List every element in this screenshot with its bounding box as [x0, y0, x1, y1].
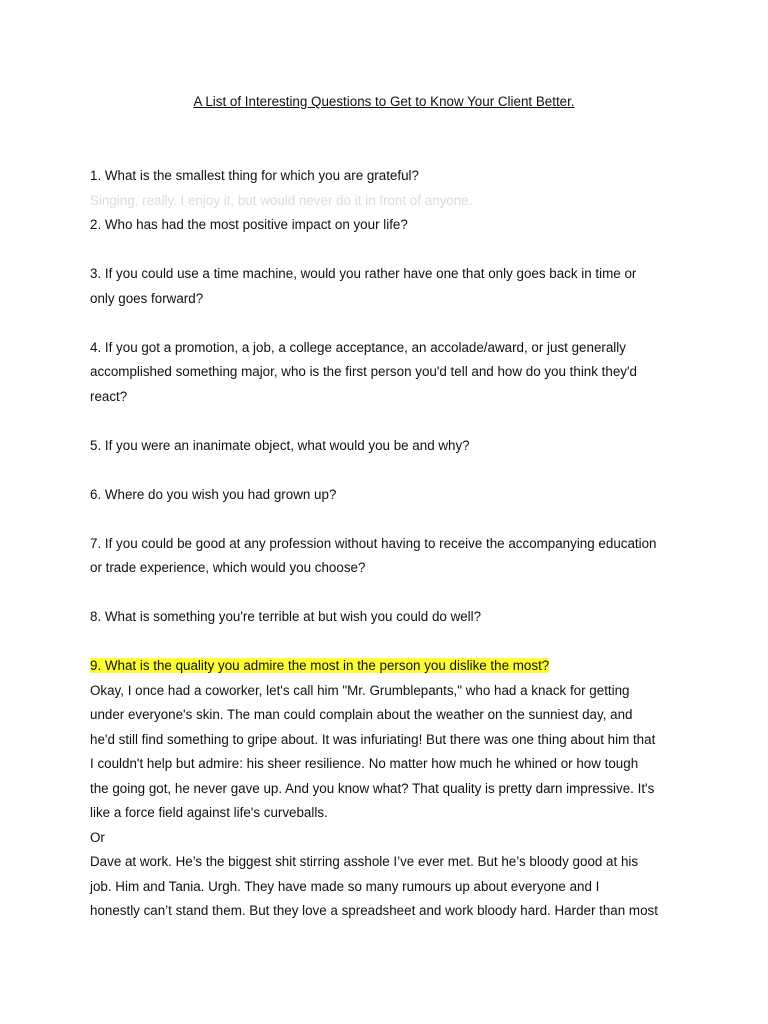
line-text: 6. Where do you wish you had grown up?: [90, 486, 337, 502]
text-line: [90, 728, 690, 753]
text-line: [90, 213, 690, 238]
line-text: 5. If you were an inanimate object, what would you be and why?: [90, 437, 470, 453]
text-line: [90, 899, 690, 924]
text-line: [90, 605, 690, 630]
line-text: I couldn't help but admire: his sheer resilience. No matter how much he whined or how tough: [90, 756, 639, 771]
blank-line: [90, 630, 690, 655]
text-line: [90, 164, 690, 189]
text-line: [90, 360, 690, 385]
line-text: 8. What is something you're terrible at but wish you could do well?: [90, 609, 482, 624]
text-line: [90, 679, 690, 704]
text-line: [90, 336, 690, 361]
line-text: 9. What is the quality you admire the most in the person you dislike the most?: [90, 658, 550, 673]
line-text: like a force field against life's curveballs.: [90, 805, 328, 820]
blank-line: [90, 458, 690, 483]
line-text: only goes forward?: [90, 290, 204, 306]
blank-line: [90, 311, 690, 336]
blank-line: [90, 507, 690, 532]
line-text: or trade experience, which would you choose?: [90, 560, 366, 575]
text-line: [90, 262, 690, 287]
line-text: 3. If you could use a time machine, would you rather have one that only goes back in time or: [90, 266, 637, 281]
line-text: job. Him and Tania. Urgh. They have made so many rumours up about everyone and I: [90, 878, 600, 894]
text-line: [90, 287, 690, 312]
line-text: accomplished something major, who is the first person you'd tell and how do you think they'd: [90, 364, 637, 379]
line-text: Dave at work. He’s the biggest shit stirring asshole I’ve ever met. But he’s bloody good at his: [90, 854, 639, 869]
text-line: [90, 752, 690, 777]
text-line: [90, 801, 690, 826]
blank-line: [90, 238, 690, 263]
text-line: [90, 434, 690, 459]
document-body: [90, 164, 690, 924]
highlighted-question-line: [90, 654, 690, 679]
text-line: [90, 703, 690, 728]
line-text: the going got, he never gave up. And you know what? That quality is pretty darn impressive. It's: [90, 780, 655, 796]
document-title: A List of Interesting Questions to Get to Know Your Client Better.: [193, 94, 575, 109]
line-text: Or: [90, 829, 105, 845]
text-line: [90, 850, 690, 875]
line-text: 1. What is the smallest thing for which you are grateful?: [90, 168, 419, 183]
text-line: [90, 532, 690, 557]
line-text: react?: [90, 388, 128, 404]
line-text: he'd still find something to gripe about. It was infuriating! But there was one thing about him that: [90, 731, 656, 747]
line-text: Singing, really. I enjoy it, but would never do it in front of anyone.: [90, 192, 473, 208]
blank-line: [90, 581, 690, 606]
line-text: 7. If you could be good at any profession without having to receive the accompanying education: [90, 535, 657, 551]
text-line: [90, 556, 690, 581]
line-text: 4. If you got a promotion, a job, a college acceptance, an accolade/award, or just generally: [90, 339, 626, 355]
text-line: [90, 875, 690, 900]
text-line: [90, 826, 690, 851]
faint-answer-line: [90, 189, 690, 214]
blank-line: [90, 409, 690, 434]
line-text: 2. Who has had the most positive impact on your life?: [90, 217, 408, 232]
text-line: [90, 777, 690, 802]
line-text: Okay, I once had a coworker, let's call him "Mr. Grumblepants," who had a knack for getting: [90, 682, 630, 698]
text-line: [90, 483, 690, 508]
line-text: under everyone's skin. The man could complain about the weather on the sunniest day, and: [90, 707, 633, 722]
line-text: honestly can’t stand them. But they love a spreadsheet and work bloody hard. Harder than most: [90, 903, 658, 918]
text-line: [90, 385, 690, 410]
